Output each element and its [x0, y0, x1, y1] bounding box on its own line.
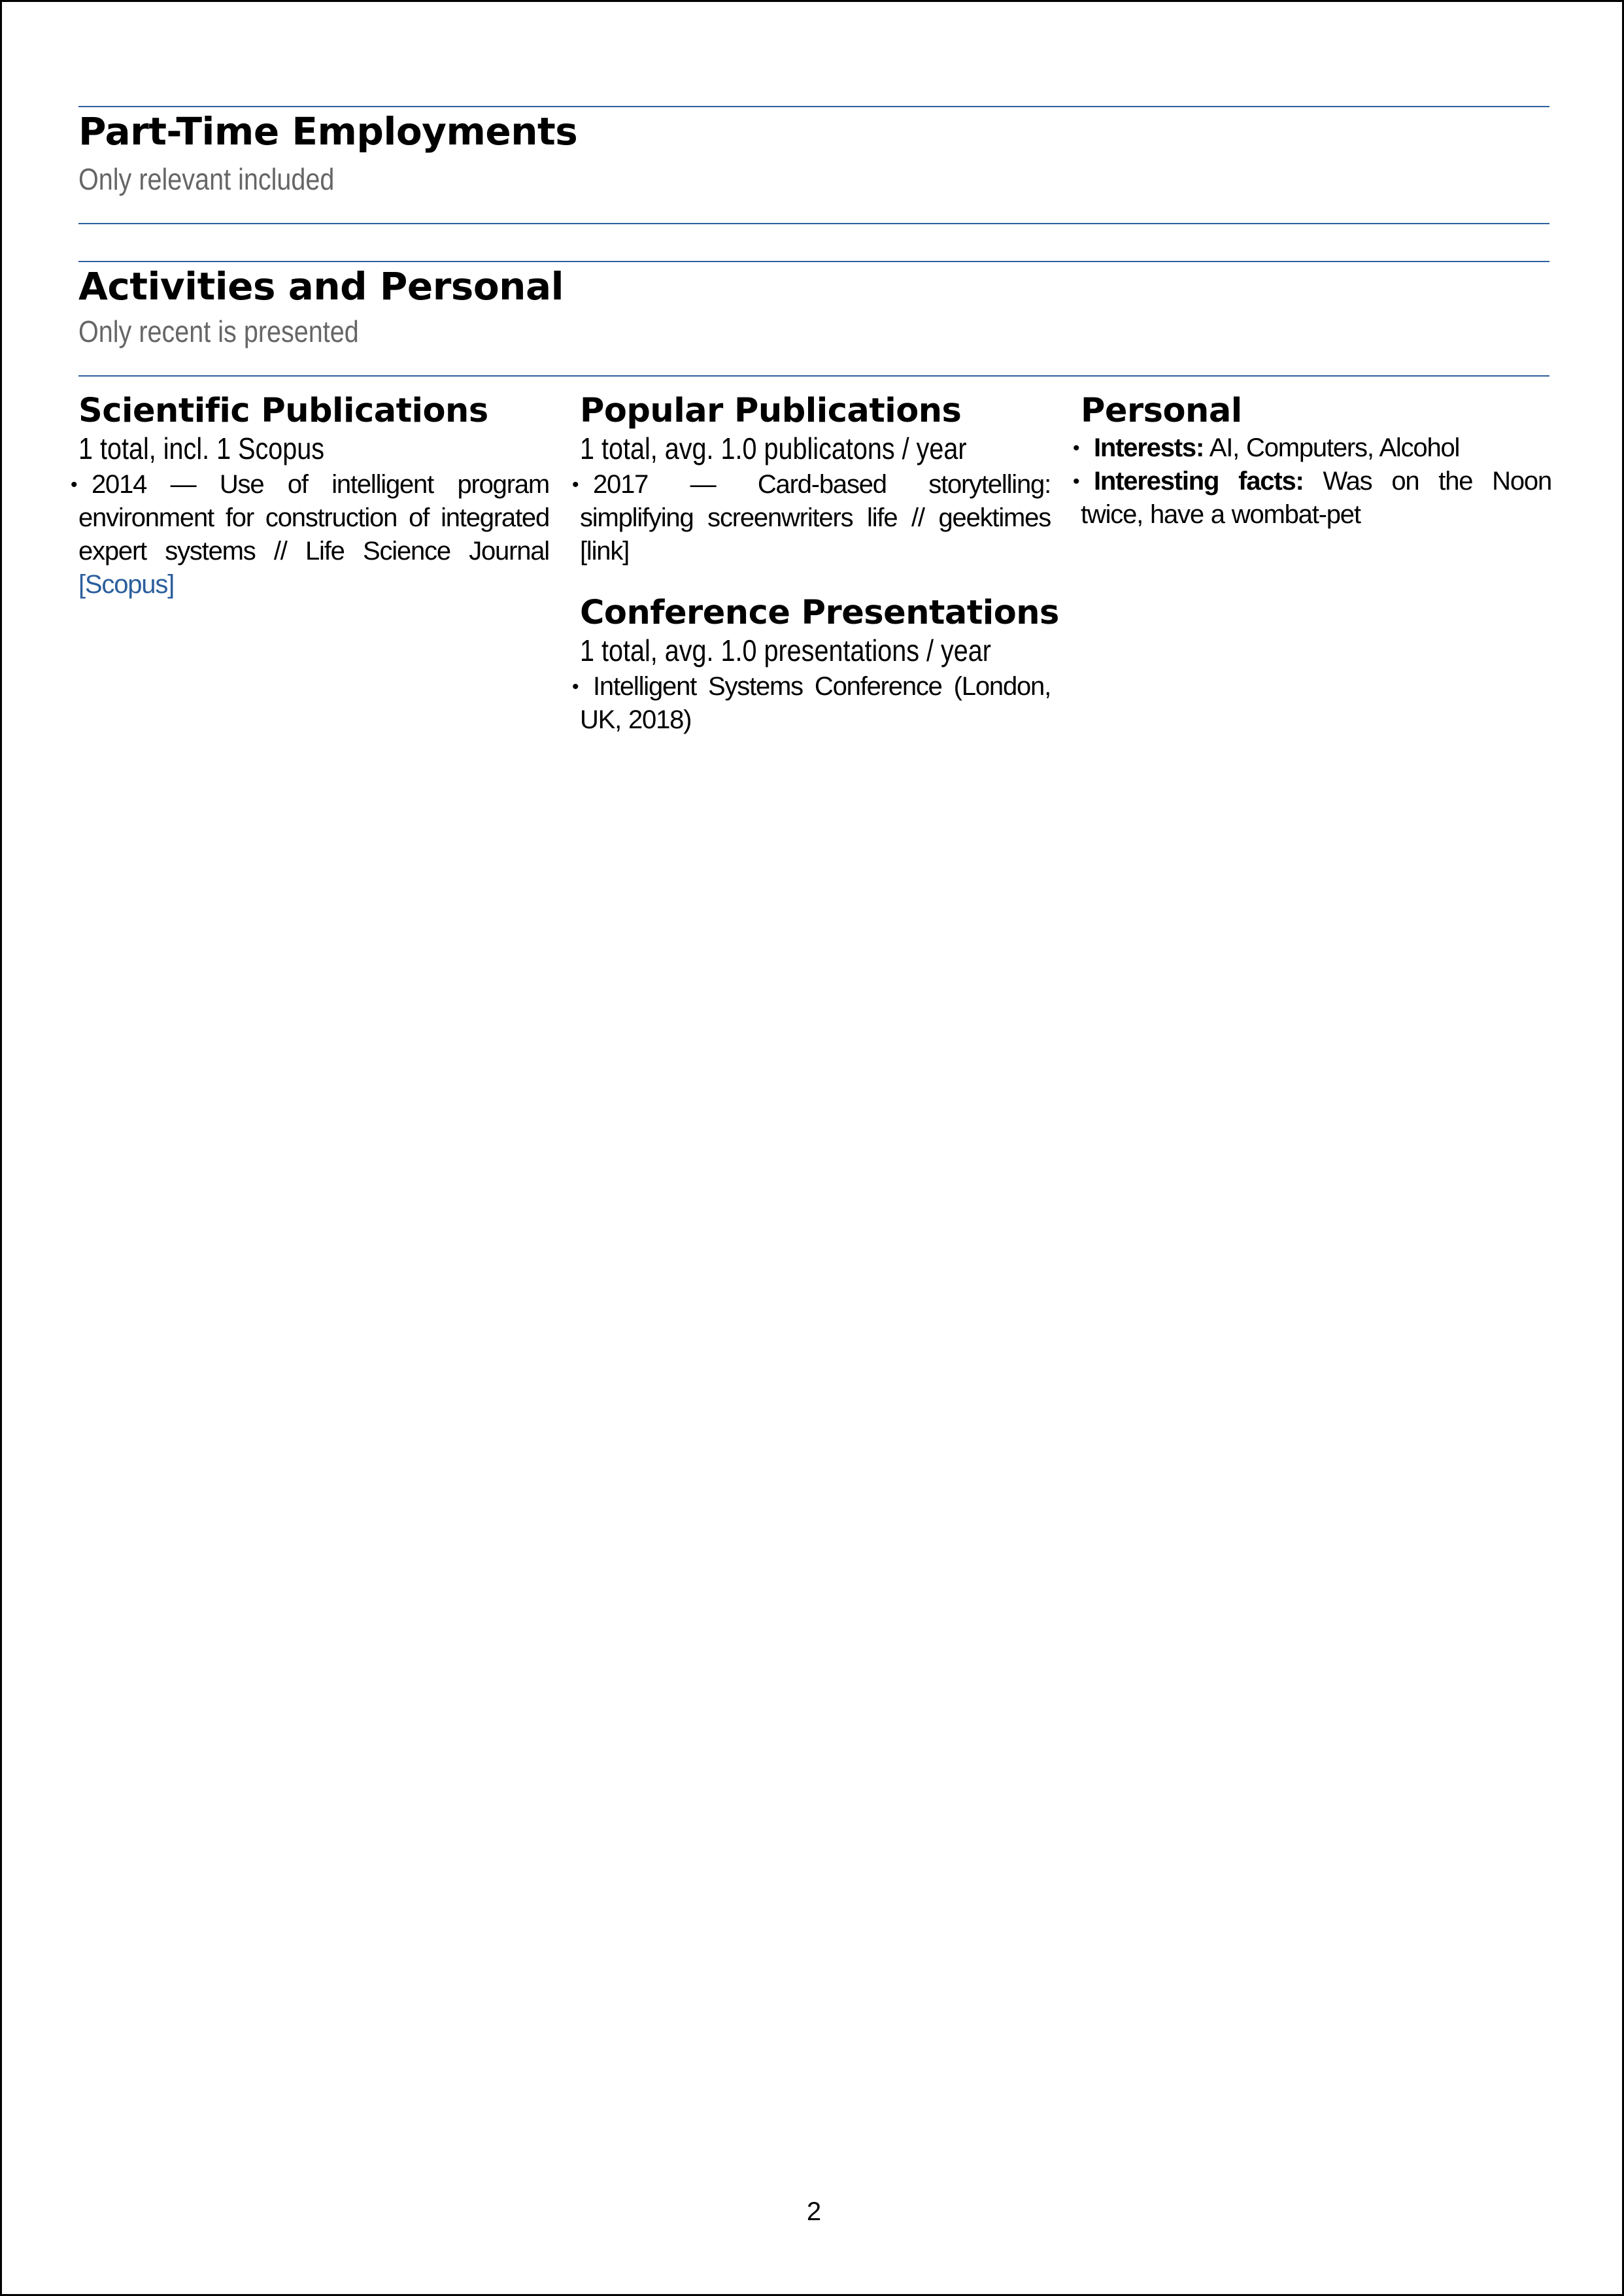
section-subtitle: Only recent is presented	[78, 314, 359, 348]
section-rule-bottom	[78, 223, 1549, 224]
scientific-publications-summary: 1 total, incl. 1 Scopus	[78, 431, 325, 465]
bullet-icon: •	[71, 474, 77, 496]
list-item-body	[1081, 465, 1551, 532]
column-scientific-publications	[71, 391, 549, 601]
interests-label: Interests:	[1094, 433, 1204, 462]
list-item	[1073, 465, 1551, 532]
publication-text: 2014 — Use of intelligent program environment for construction of integrated expert systems // Life Science Journal	[78, 470, 549, 566]
personal-list	[1073, 431, 1551, 532]
popular-publications-list	[572, 468, 1051, 568]
bullet-icon: •	[1073, 437, 1079, 459]
list-item-body	[78, 468, 549, 601]
column-popular-publications	[572, 391, 1059, 737]
conference-presentations-summary: 1 total, avg. 1.0 presentations / year	[580, 633, 991, 667]
popular-publications-title: Popular Publications	[580, 392, 962, 430]
popular-publication-text: 2017 — Card-based storytelling: simplifying screenwriters life // geektimes [link]	[580, 470, 1051, 566]
scientific-publications-list	[71, 468, 549, 601]
list-item	[572, 670, 1051, 737]
section-rule-top	[78, 261, 1549, 262]
interesting-facts-value: Was on the Noon twice, have a wombat-pet	[1081, 467, 1551, 529]
section-subtitle: Only relevant included	[78, 162, 335, 196]
section-rule-top	[78, 106, 1549, 107]
bullet-icon: •	[572, 676, 579, 698]
scopus-link[interactable]: [Scopus]	[78, 570, 175, 599]
list-item-body	[1081, 431, 1551, 465]
section-rule-bottom	[78, 375, 1549, 377]
scientific-publications-title: Scientific Publications	[78, 392, 488, 430]
conference-presentations-block	[572, 593, 1059, 737]
conference-presentations-title: Conference Presentations	[580, 594, 1059, 632]
section-title: Activities and Personal	[78, 264, 564, 309]
list-item	[1073, 431, 1551, 465]
list-item	[572, 468, 1051, 568]
interests-value: AI, Computers, Alcohol	[1209, 433, 1460, 462]
section-title: Part-Time Employments	[78, 109, 578, 154]
conference-text: Intelligent Systems Conference (London, UK, 2018)	[580, 672, 1051, 734]
personal-title: Personal	[1081, 392, 1242, 430]
conference-presentations-list	[572, 670, 1051, 737]
bullet-icon: •	[572, 474, 579, 496]
page-number: 2	[806, 2197, 822, 2226]
bullet-icon: •	[1073, 471, 1079, 492]
interesting-facts-label: Interesting facts:	[1094, 467, 1304, 496]
column-personal	[1073, 391, 1551, 532]
popular-publications-summary: 1 total, avg. 1.0 publicatons / year	[580, 431, 967, 465]
list-item	[71, 468, 549, 601]
